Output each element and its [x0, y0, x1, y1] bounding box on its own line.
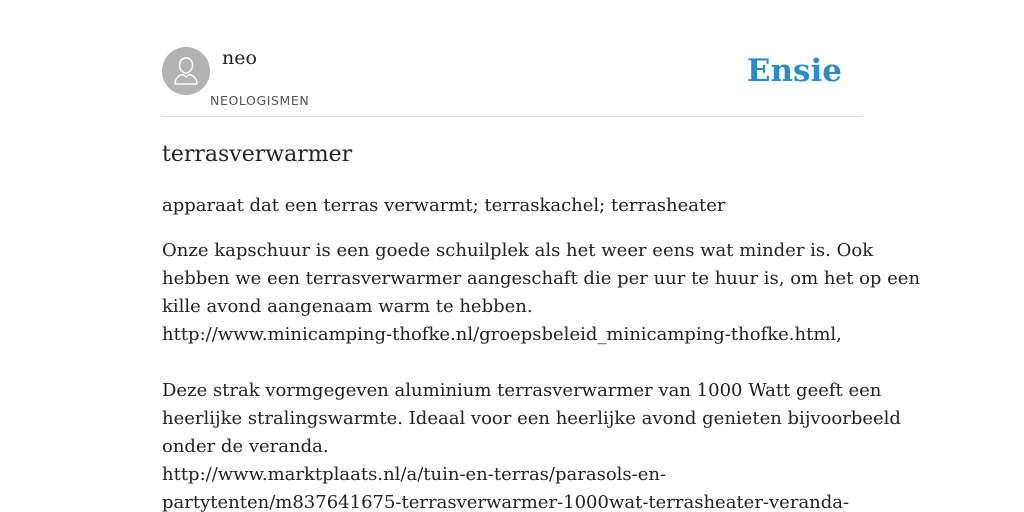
site-logo[interactable]: Ensie [746, 53, 842, 89]
entry-example [162, 237, 921, 512]
entry-definition: apparaat dat een terras verwarmt; terraskachel; terrasheater [162, 195, 726, 216]
example-spacer [162, 349, 872, 377]
avatar[interactable] [162, 47, 210, 95]
example-source-link: http://www.minicamping-thofke.nl/groepsbeleid_minicamping-thofke.html, [162, 324, 842, 345]
user-silhouette-icon [162, 47, 210, 95]
author-name[interactable]: neo [222, 47, 257, 69]
example-source-link: partytenten/m837641675-terrasverwarmer-1000wat-terrasheater-veranda- [162, 492, 850, 512]
example-line: Deze strak vormgegeven aluminium terrasverwarmer van 1000 Watt geeft een [162, 380, 882, 401]
example-line: hebben we een terrasverwarmer aangeschaft die per uur te huur is, om het op een [162, 268, 921, 289]
entry-content [162, 138, 921, 512]
example-line: heerlijke stralingswarmte. Ideaal voor een heerlijke avond genieten bijvoorbeeld [162, 408, 901, 429]
example-line: onder de veranda. [162, 436, 329, 457]
example-source-link: http://www.marktplaats.nl/a/tuin-en-terras/parasols-en- [162, 464, 667, 485]
example-line: kille avond aangenaam warm te hebben. [162, 296, 533, 317]
header [162, 46, 862, 117]
example-line: Onze kapschuur is een goede schuilplek als het weer eens wat minder is. Ook [162, 240, 874, 261]
category-label[interactable]: NEOLOGISMEN [210, 93, 310, 108]
entry-term: terrasverwarmer [162, 142, 353, 167]
